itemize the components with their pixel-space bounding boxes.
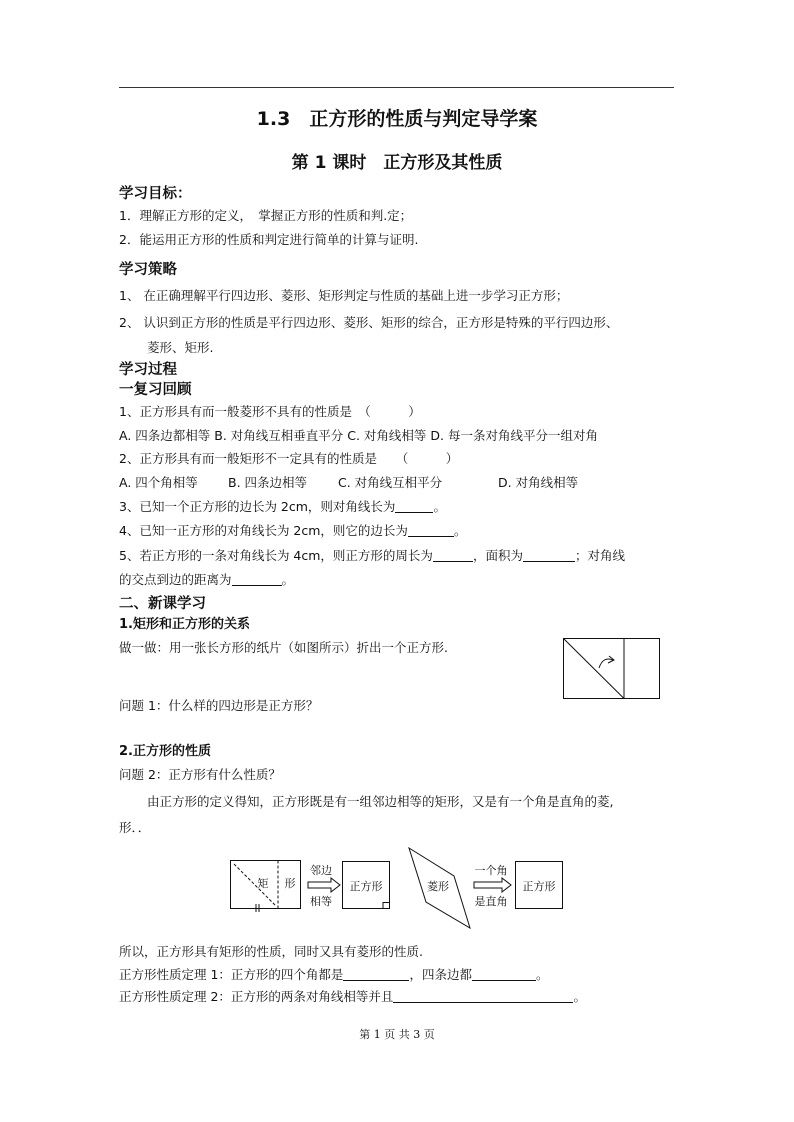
question-2-text: 问题 2：正方形有什么性质？ (119, 767, 281, 782)
square-1-label: 正方形 (349, 880, 383, 893)
answer-blank[interactable] (232, 572, 282, 586)
objectives-heading: 学习目标： (119, 186, 192, 202)
objective-item: 2．能运用正方形的性质和判定进行简单的计算与证明. (119, 232, 419, 247)
question-5 (119, 546, 625, 564)
section-2-heading: 2.正方形的性质 (119, 744, 211, 759)
paper-fold-figure (563, 638, 663, 700)
strategy-item-continued: 菱形、矩形. (147, 340, 214, 355)
explanation-line-1: 由正方形的定义得知，正方形既是有一组邻边相等的矩形，又是有一个角是直角的菱, (147, 794, 614, 809)
option-b: B. 四条边相等 (228, 475, 308, 490)
arrow-1-bottom-label: 相等 (310, 895, 332, 908)
answer-blank[interactable] (433, 548, 473, 562)
review-heading: 一复习回顾 (119, 382, 192, 398)
explanation-line-2: 形．． (119, 820, 151, 835)
arrow-2-top-label: 一个角 (474, 864, 508, 877)
answer-blank[interactable] (408, 523, 454, 537)
question-1-options: A. 四条边都相等 B. 对角线互相垂直平分 C. 对角线相等 D. 每一条对角线平分一组对角 (119, 428, 598, 443)
question-5-line2-text: 的交点到边的距离为 (119, 572, 232, 587)
strategy-item: 2、 认识到正方形的性质是平行四边形、菱形、矩形的综合，正方形是特殊的平行四边形、 (119, 315, 619, 330)
question-1: 1、正方形具有而一般菱形不具有的性质是 （ ） (119, 404, 421, 419)
section-1-heading: 1.矩形和正方形的关系 (119, 617, 250, 632)
question-4-end: 。 (453, 523, 467, 538)
theorem-1-mid: ，四条边都 (409, 967, 472, 982)
question-3-text: 3、已知一个正方形的边长为 2cm，则对角线长为 (119, 499, 396, 514)
rhombus-label: 菱形 (427, 880, 449, 893)
theorem-2 (119, 987, 586, 1005)
theorem-2-end: 。 (573, 989, 586, 1004)
arrow-2-bottom-label: 是直角 (474, 895, 508, 908)
page-title: 1.3 正方形的性质与判定导学案 (256, 108, 538, 130)
question-3-end: 。 (433, 499, 446, 514)
answer-blank[interactable] (395, 499, 433, 513)
page-footer: 第 1 页 共 3 页 (359, 1028, 435, 1041)
answer-blank[interactable] (343, 967, 409, 981)
activity-text: 做一做：用一张长方形的纸片（如图所示）折出一个正方形. (119, 640, 448, 655)
question-5-mid2: ；对角线 (574, 548, 625, 563)
question-5-mid1: ，面积为 (472, 548, 523, 563)
option-c: C. 对角线互相平分 (338, 475, 443, 490)
question-4-text: 4、已知一正方形的对角线长为 2cm，则它的边长为 (119, 523, 408, 538)
theorem-1 (119, 965, 548, 983)
strategy-heading: 学习策略 (119, 262, 177, 278)
answer-blank[interactable] (393, 989, 573, 1003)
objective-item: 1．理解正方形的定义， 掌握正方形的性质和判.定； (119, 208, 413, 223)
paper-outline (564, 639, 660, 699)
answer-blank[interactable] (472, 967, 536, 981)
answer-blank[interactable] (523, 548, 575, 562)
question-4 (119, 521, 466, 539)
theorem-1-end: 。 (535, 967, 549, 982)
rect-label-1: 矩 (257, 877, 269, 890)
question-1-text: 问题 1：什么样的四边形是正方形？ (119, 698, 319, 713)
square-2-label: 正方形 (522, 880, 556, 893)
strategy-item: 1、 在正确理解平行四边形、菱形、矩形判定与性质的基础上进一步学习正方形； (119, 288, 569, 303)
process-heading: 学习过程 (119, 362, 177, 378)
option-d: D. 对角线相等 (498, 475, 579, 490)
arrow-right-icon (474, 878, 511, 892)
lesson-subtitle: 第 1 课时 正方形及其性质 (291, 153, 503, 173)
theorem-1-text: 正方形性质定理 1：正方形的四个角都是 (119, 967, 344, 982)
arrow-right-icon (308, 878, 340, 892)
question-5-text: 5、若正方形的一条对角线长为 4cm，则正方形的周长为 (119, 548, 433, 563)
question-5-line2 (119, 570, 294, 588)
rect-label-2: 形 (284, 877, 296, 890)
top-rule (119, 87, 674, 88)
conclusion-text: 所以，正方形具有矩形的性质，同时又具有菱形的性质. (119, 944, 423, 959)
question-3 (119, 497, 446, 515)
new-lesson-heading: 二、新课学习 (119, 596, 206, 612)
question-2: 2、正方形具有而一般矩形不一定具有的性质是 （ ） (119, 451, 459, 466)
question-5-end: 。 (281, 572, 295, 587)
arrow-1-top-label: 邻边 (310, 864, 332, 877)
theorem-2-text: 正方形性质定理 2：正方形的两条对角线相等并且 (119, 989, 394, 1004)
option-a: A. 四个角相等 (119, 475, 198, 490)
